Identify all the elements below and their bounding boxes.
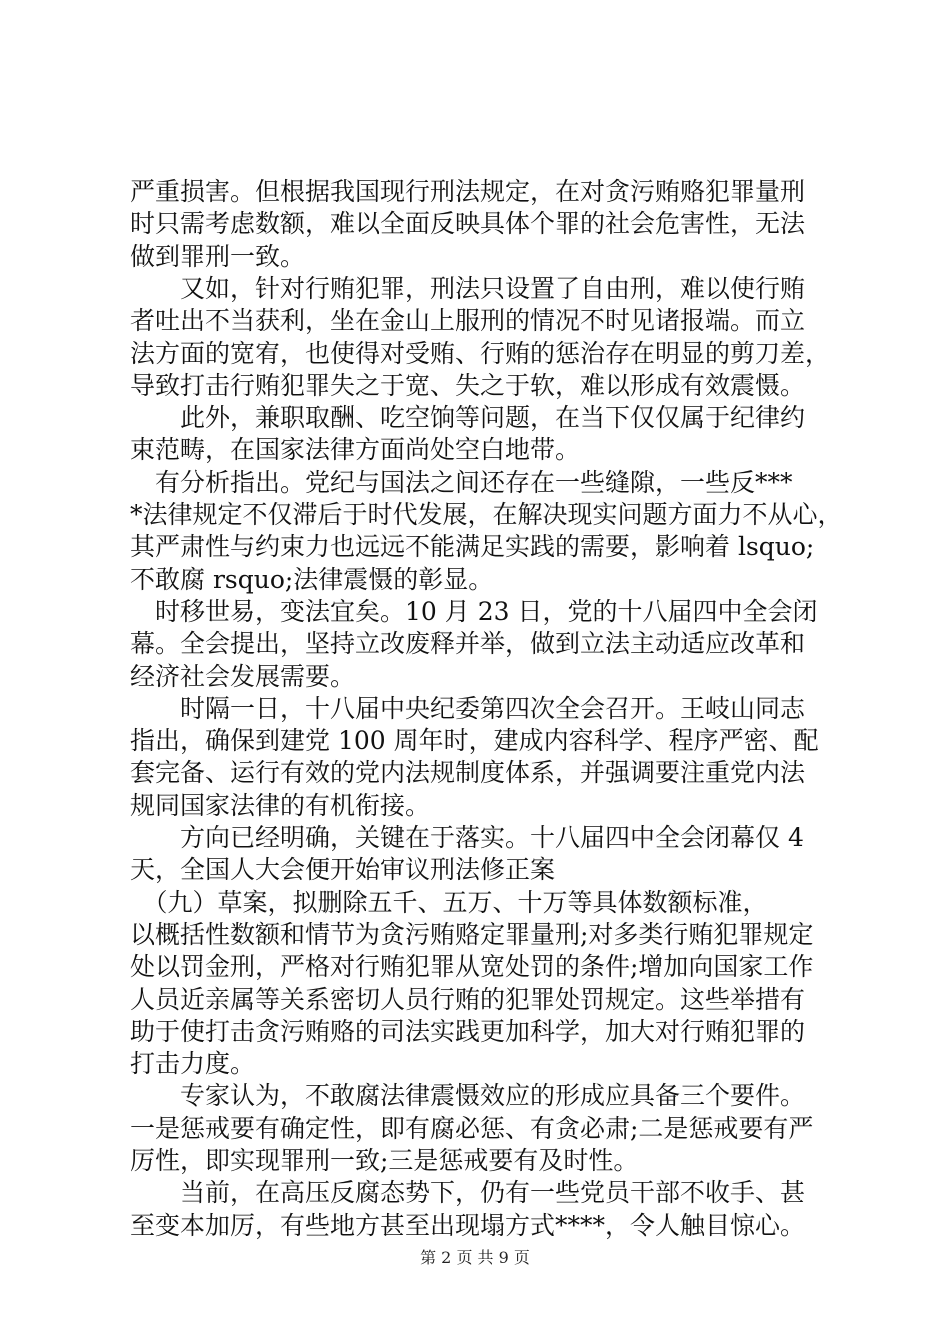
text-line: 又如，针对行贿犯罪，刑法只设置了自由刑，难以使行贿 — [130, 273, 806, 303]
text-line: 指出，确保到建党 100 周年时，建成内容科学、程序严密、配 — [130, 726, 819, 756]
text-line: 有分析指出。党纪与国法之间还存在一些缝隙，一些反*** — [130, 467, 793, 497]
text-line: 经济社会发展需要。 — [130, 661, 356, 691]
text-line: 方向已经明确，关键在于落实。十八届四中全会闭幕仅 4 — [130, 823, 804, 852]
text-line: 至变本加厉，有些地方甚至出现塌方式****，令人触目惊心。 — [130, 1210, 806, 1240]
text-line: 人员近亲属等关系密切人员行贿的犯罪处罚规定。这些举措有 — [130, 984, 806, 1014]
text-line: 不敢腐 rsquo;法律震慑的彰显。 — [130, 564, 494, 594]
text-line: 一是惩戒要有确定性，即有腐必惩、有贪必肃;二是惩戒要有严 — [130, 1113, 814, 1143]
text-line: 以概括性数额和情节为贪污贿赂定罪量刑;对多类行贿犯罪规定 — [130, 919, 814, 949]
text-line: 套完备、运行有效的党内法规制度体系，并强调要注重党内法 — [130, 758, 806, 788]
text-line: 其严肃性与约束力也远远不能满足实践的需要，影响着 lsquo; — [130, 532, 815, 562]
page-footer: 第 2 页 共 9 页 — [420, 1248, 530, 1267]
text-line: 专家认为，不敢腐法律震慑效应的形成应具备三个要件。 — [130, 1081, 806, 1111]
text-line: 严重损害。但根据我国现行刑法规定，在对贪污贿赂犯罪量刑 — [130, 177, 806, 206]
text-line: 时只需考虑数额，难以全面反映具体个罪的社会危害性，无法 — [130, 209, 806, 239]
text-line: 打击力度。 — [130, 1049, 256, 1079]
text-line: 束范畴，在国家法律方面尚处空白地带。 — [130, 435, 581, 465]
text-line: 当前，在高压反腐态势下，仍有一些党员干部不收手、甚 — [130, 1178, 806, 1208]
text-line: 助于使打击贪污贿赂的司法实践更加科学，加大对行贿犯罪的 — [130, 1016, 806, 1046]
text-line: *法律规定不仅滞后于时代发展，在解决现实问题方面力不从心， — [130, 500, 843, 529]
text-line: 做到罪刑一致。 — [130, 241, 306, 271]
text-line: 法方面的宽宥，也使得对受贿、行贿的惩治存在明显的剪刀差， — [130, 338, 831, 368]
text-line: 此外，兼职取酬、吃空饷等问题，在当下仅仅属于纪律约 — [130, 403, 806, 433]
text-line: 天，全国人大会便开始审议刑法修正案 — [130, 855, 556, 885]
text-line: 导致打击行贿犯罪失之于宽、失之于软，难以形成有效震慑。 — [130, 370, 806, 400]
text-line: 幕。全会提出，坚持立改废释并举，做到立法主动适应改革和 — [130, 629, 806, 659]
text-line: 处以罚金刑，严格对行贿犯罪从宽处罚的条件;增加向国家工作 — [130, 952, 814, 982]
text-line: 时移世易，变法宜矣。10 月 23 日，党的十八届四中全会闭 — [130, 596, 818, 626]
text-line: （九）草案，拟删除五千、五万、十万等具体数额标准， — [130, 887, 768, 917]
text-line: 时隔一日，十八届中央纪委第四次全会召开。王岐山同志 — [130, 693, 806, 723]
text-line: 厉性，即实现罪刑一致;三是惩戒要有及时性。 — [130, 1146, 639, 1175]
text-line: 规同国家法律的有机衔接。 — [130, 790, 431, 820]
text-line: 者吐出不当获利，坐在金山上服刑的情况不时见诸报端。而立 — [130, 306, 806, 336]
